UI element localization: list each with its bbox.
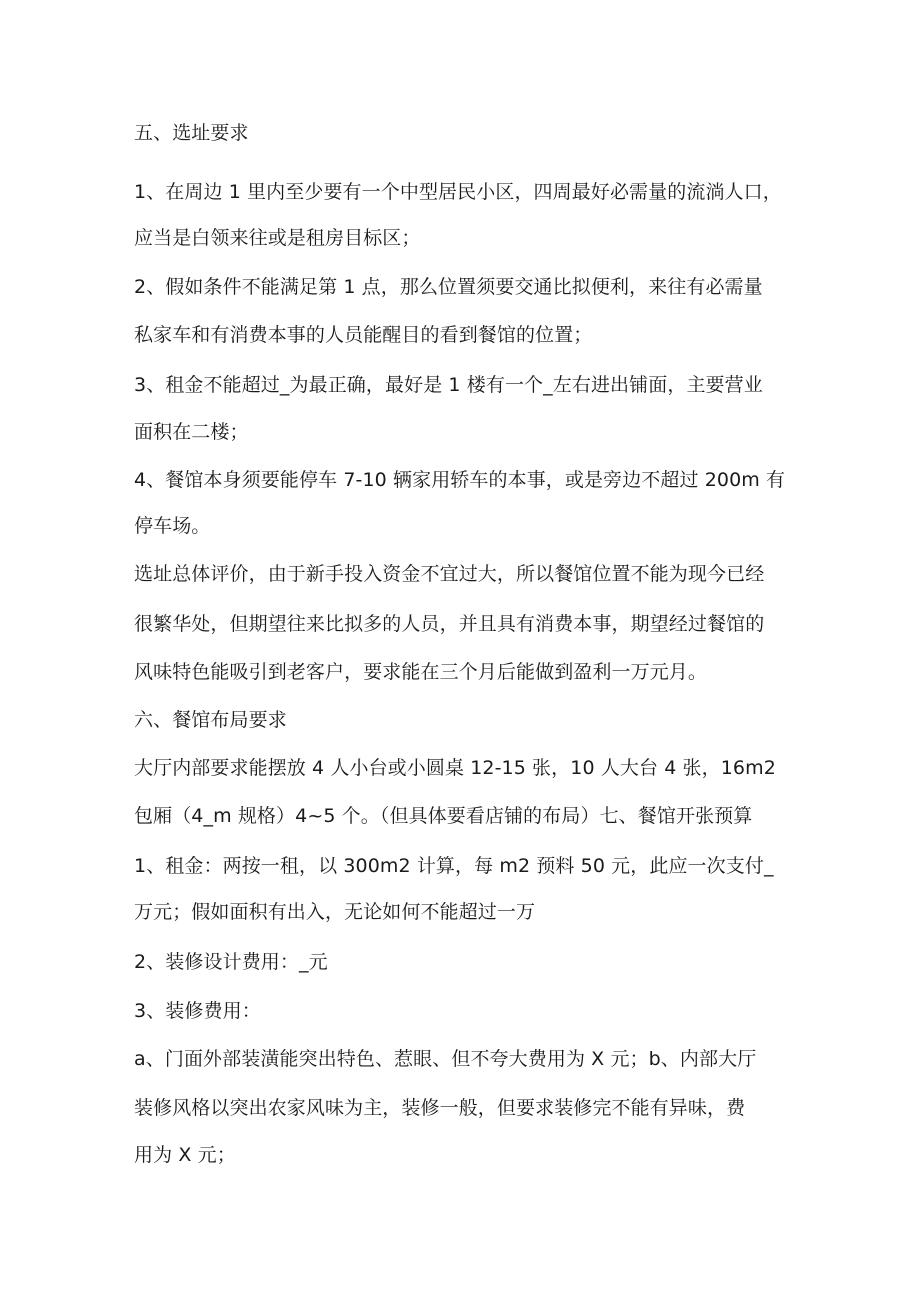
paragraph-line: 风味特色能吸引到老客户，要求能在三个月后能做到盈利一万元月。 <box>134 661 708 683</box>
paragraph-line: 2、假如条件不能满足第 1 点，那么位置须要交通比拟便利，来往有必需量 <box>134 276 763 298</box>
paragraph-line: 包厢（4_m 规格）4~5 个。（但具体要看店铺的布局）七、餐馆开张预算 <box>134 805 753 827</box>
section-heading-layout: 六、餐馆布局要求 <box>134 709 287 731</box>
paragraph-line: 很繁华处，但期望往来比拟多的人员，并且具有消费本事，期望经过餐馆的 <box>134 613 765 635</box>
paragraph-line: 私家车和有消费本事的人员能醒目的看到餐馆的位置； <box>134 324 593 346</box>
paragraph-line: 装修风格以突出农家风味为主，装修一般，但要求装修完不能有异味，费 <box>134 1097 746 1119</box>
section-heading-site-selection: 五、选址要求 <box>134 122 249 144</box>
paragraph-line: 2、装修设计费用：_元 <box>134 951 328 973</box>
paragraph-line: 应当是白领来往或是租房目标区； <box>134 227 421 249</box>
paragraph-line: 3、装修费用： <box>134 1000 261 1022</box>
paragraph-line: 停车场。 <box>134 515 211 537</box>
paragraph-line: 1、租金：两按一租，以 300m2 计算，每 m2 预料 50 元，此应一次支付_ <box>134 855 774 877</box>
paragraph-line: 4、餐馆本身须要能停车 7-10 辆家用轿车的本事，或是旁边不超过 200m 有 <box>134 469 786 491</box>
paragraph-line: 万元；假如面积有出入，无论如何不能超过一万 <box>134 901 536 923</box>
paragraph-line: a、门面外部装潢能突出特色、惹眼、但不夸大费用为 X 元；b、内部大厅 <box>134 1048 757 1070</box>
paragraph-line: 用为 X 元； <box>134 1144 236 1166</box>
paragraph-line: 3、租金不能超过_为最正确，最好是 1 楼有一个_左右进出铺面，主要营业 <box>134 374 763 396</box>
paragraph-line: 选址总体评价，由于新手投入资金不宜过大，所以餐馆位置不能为现今已经 <box>134 563 765 585</box>
paragraph-line: 面积在二楼； <box>134 421 249 443</box>
paragraph-line: 大厅内部要求能摆放 4 人小台或小圆桌 12-15 张，10 人大台 4 张，16m2 <box>134 757 776 779</box>
paragraph-line: 1、在周边 1 里内至少要有一个中型居民小区，四周最好必需量的流淌人口， <box>134 181 782 203</box>
